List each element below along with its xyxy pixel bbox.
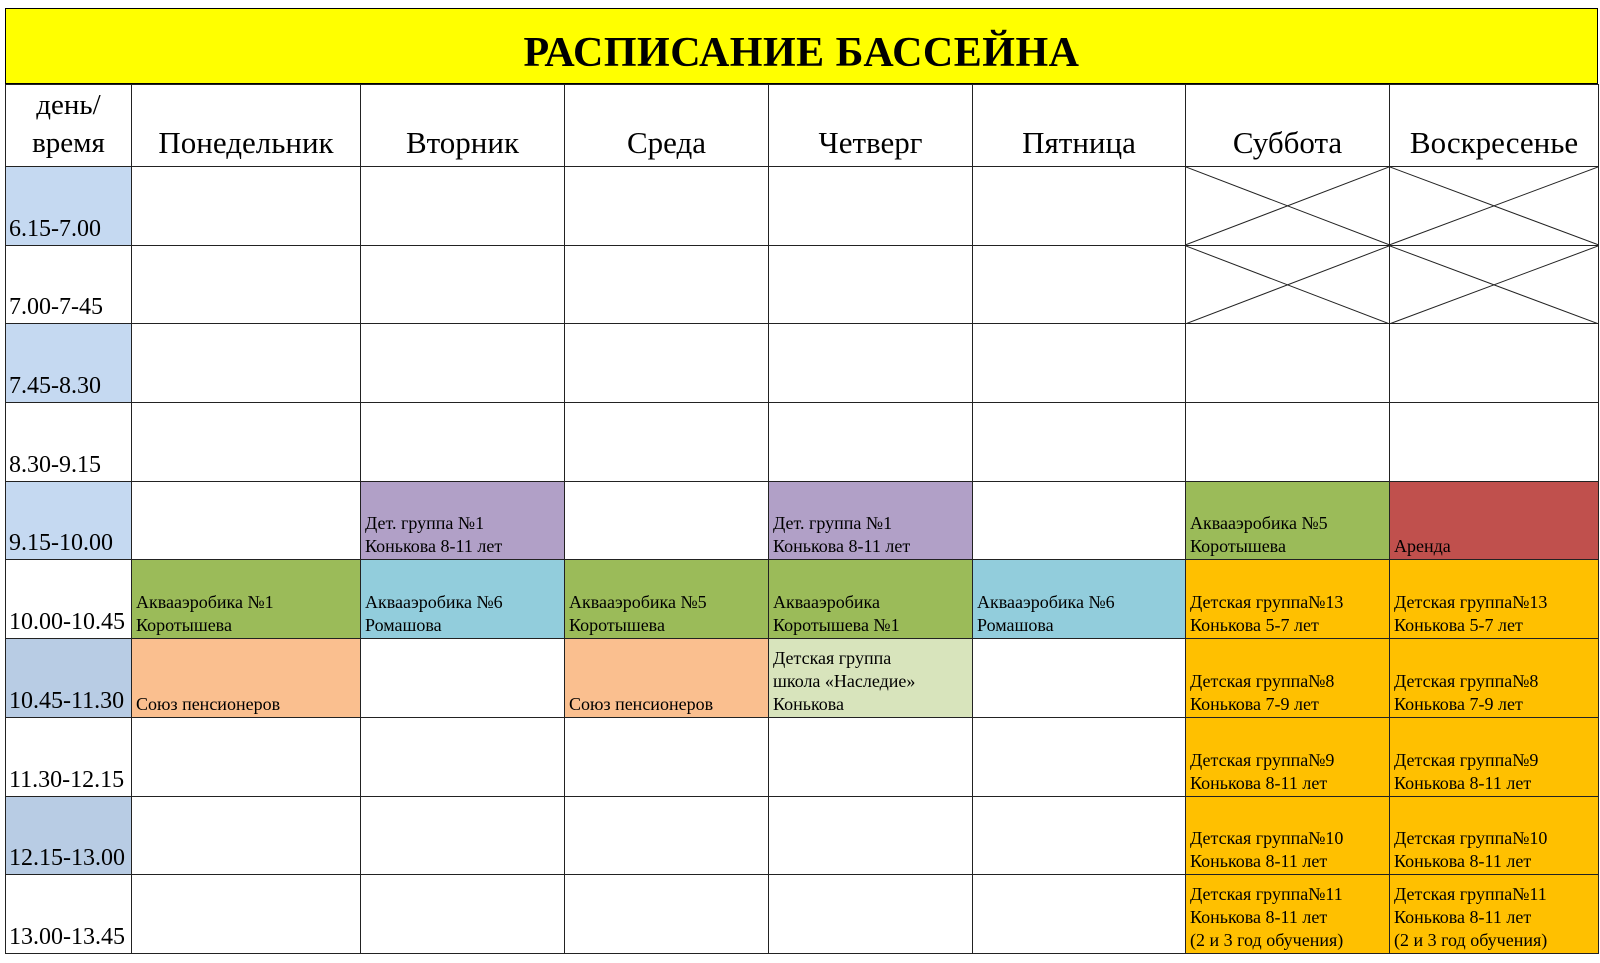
class-slot [361, 481, 565, 560]
empty-slot [132, 717, 361, 796]
class-slot [1186, 560, 1390, 639]
empty-slot [973, 796, 1186, 875]
day-header: Воскресенье [1390, 85, 1599, 167]
class-slot [973, 560, 1186, 639]
closed-slot [1186, 245, 1390, 324]
time-slot-row [6, 245, 1599, 324]
class-slot [1186, 796, 1390, 875]
empty-slot [769, 717, 973, 796]
empty-slot [973, 639, 1186, 718]
closed-cross-icon [1390, 246, 1598, 324]
class-label: Детская группа№11 Конькова 8-11 лет (2 и 3 год обучения) [1190, 883, 1344, 950]
class-label: Детская группа№8 Конькова 7-9 лет [1190, 670, 1335, 714]
empty-slot [1390, 403, 1599, 482]
time-slot-row [6, 167, 1599, 246]
day-header: Среда [565, 85, 769, 167]
class-label: Детская группа№9 Конькова 8-11 лет [1394, 749, 1539, 793]
empty-slot [132, 796, 361, 875]
class-label: Аквааэробика Коротышева №1 [773, 592, 900, 636]
time-slot-row [6, 639, 1599, 718]
empty-slot [769, 796, 973, 875]
day-header: Понедельник [132, 85, 361, 167]
empty-slot [973, 167, 1186, 246]
class-slot [132, 639, 361, 718]
page-title: РАСПИСАНИЕ БАССЕЙНА [5, 8, 1598, 84]
time-slot-row [6, 560, 1599, 639]
class-slot [1186, 481, 1390, 560]
empty-slot [973, 875, 1186, 954]
empty-slot [769, 403, 973, 482]
empty-slot [973, 403, 1186, 482]
time-slot-label: 12.15-13.00 [6, 796, 132, 875]
class-label: Детская группа№8 Конькова 7-9 лет [1394, 670, 1539, 714]
class-slot [1390, 796, 1599, 875]
empty-slot [973, 481, 1186, 560]
class-label: Детская группа№10 Конькова 8-11 лет [1394, 828, 1548, 872]
class-slot [361, 560, 565, 639]
empty-slot [1186, 403, 1390, 482]
class-slot [1186, 717, 1390, 796]
class-label: Аренда [1394, 536, 1451, 557]
empty-slot [132, 245, 361, 324]
class-label: Детская группа№13 Конькова 5-7 лет [1394, 592, 1548, 636]
time-slot-label: 11.30-12.15 [6, 717, 132, 796]
class-label: Детская группа№9 Конькова 8-11 лет [1190, 749, 1335, 793]
schedule-body [6, 167, 1599, 954]
empty-slot [769, 875, 973, 954]
class-label: Аквааэробика №6 Ромашова [977, 592, 1115, 636]
empty-slot [361, 245, 565, 324]
class-slot [565, 639, 769, 718]
empty-slot [361, 639, 565, 718]
class-label: Детская группа школа «Наследие» Конькова [773, 647, 916, 714]
empty-slot [769, 167, 973, 246]
class-label: Союз пенсионеров [569, 693, 714, 714]
class-label: Аквааэробика №1 Коротышева [136, 592, 274, 636]
time-slot-label: 9.15-10.00 [6, 481, 132, 560]
empty-slot [565, 796, 769, 875]
closed-slot [1390, 167, 1599, 246]
empty-slot [973, 245, 1186, 324]
empty-slot [565, 245, 769, 324]
class-slot [1390, 639, 1599, 718]
time-slot-label: 10.45-11.30 [6, 639, 132, 718]
class-label: Аквааэробика №5 Коротышева [569, 592, 707, 636]
day-time-header [6, 85, 132, 167]
closed-cross-icon [1186, 167, 1389, 245]
time-slot-label: 13.00-13.45 [6, 875, 132, 954]
empty-slot [361, 324, 565, 403]
empty-slot [565, 403, 769, 482]
time-slot-row [6, 875, 1599, 954]
schedule-sheet [5, 8, 1598, 954]
day-header: Вторник [361, 85, 565, 167]
empty-slot [769, 245, 973, 324]
time-slot-label: 10.00-10.45 [6, 560, 132, 639]
day-header: Четверг [769, 85, 973, 167]
class-slot [769, 639, 973, 718]
day-header: Пятница [973, 85, 1186, 167]
closed-slot [1186, 167, 1390, 246]
class-label: Аквааэробика №6 Ромашова [365, 592, 503, 636]
empty-slot [1390, 324, 1599, 403]
time-slot-row [6, 403, 1599, 482]
time-slot-row [6, 796, 1599, 875]
header-row [6, 85, 1599, 167]
class-label: Детская группа№10 Конькова 8-11 лет [1190, 828, 1344, 872]
time-slot-row [6, 324, 1599, 403]
empty-slot [1186, 324, 1390, 403]
empty-slot [361, 717, 565, 796]
empty-slot [361, 796, 565, 875]
class-label: Аквааэробика №5 Коротышева [1190, 513, 1328, 557]
time-slot-label: 6.15-7.00 [6, 167, 132, 246]
closed-cross-icon [1186, 246, 1389, 324]
empty-slot [132, 324, 361, 403]
empty-slot [132, 403, 361, 482]
empty-slot [565, 875, 769, 954]
empty-slot [361, 403, 565, 482]
empty-slot [565, 167, 769, 246]
time-slot-row [6, 481, 1599, 560]
empty-slot [361, 167, 565, 246]
class-slot [769, 481, 973, 560]
time-slot-label: 7.45-8.30 [6, 324, 132, 403]
class-slot [1186, 639, 1390, 718]
class-label: Детская группа№11 Конькова 8-11 лет (2 и 3 год обучения) [1394, 883, 1548, 950]
class-slot [1390, 875, 1599, 954]
class-slot [1186, 875, 1390, 954]
time-slot-label: 7.00-7-45 [6, 245, 132, 324]
class-label: Дет. группа №1 Конькова 8-11 лет [773, 513, 911, 557]
time-slot-label: 8.30-9.15 [6, 403, 132, 482]
schedule-table [5, 84, 1599, 954]
empty-slot [565, 324, 769, 403]
class-label: Детская группа№13 Конькова 5-7 лет [1190, 592, 1344, 636]
day-time-header-label: день/ время [32, 89, 105, 159]
day-header: Суббота [1186, 85, 1390, 167]
time-slot-row [6, 717, 1599, 796]
empty-slot [973, 717, 1186, 796]
empty-slot [132, 167, 361, 246]
empty-slot [973, 324, 1186, 403]
closed-cross-icon [1390, 167, 1598, 245]
empty-slot [565, 717, 769, 796]
class-slot [565, 560, 769, 639]
class-label: Союз пенсионеров [136, 693, 281, 714]
class-slot [769, 560, 973, 639]
class-slot [132, 560, 361, 639]
empty-slot [361, 875, 565, 954]
closed-slot [1390, 245, 1599, 324]
empty-slot [132, 875, 361, 954]
class-label: Дет. группа №1 Конькова 8-11 лет [365, 513, 503, 557]
empty-slot [565, 481, 769, 560]
empty-slot [132, 481, 361, 560]
class-slot [1390, 717, 1599, 796]
class-slot [1390, 481, 1599, 560]
empty-slot [769, 324, 973, 403]
class-slot [1390, 560, 1599, 639]
